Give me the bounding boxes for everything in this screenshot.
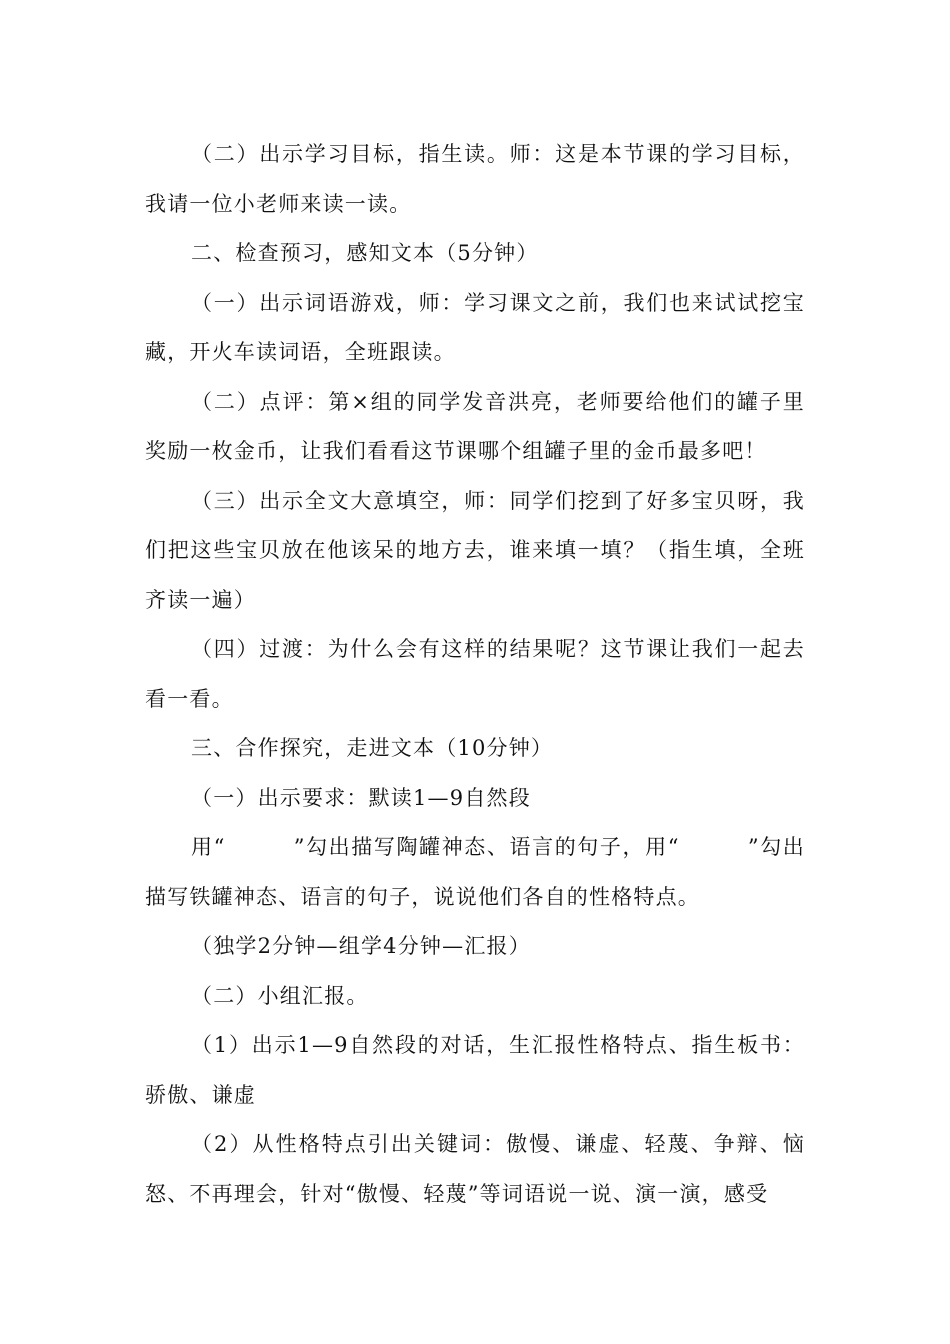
heading-section-two: 二、检查预习，感知文本（5分钟） — [191, 241, 539, 265]
document-body — [145, 130, 805, 1219]
paragraph-report-two: （2）从性格特点引出关键词：傲慢、谦虚、轻蔑、争辩、恼怒、不再理会，针对“傲慢、轻蔑”等词语说一说、演一演，感受 — [145, 1132, 805, 1206]
paragraph-fill-blank: （三）出示全文大意填空，师：同学们挖到了好多宝贝呀，我们把这些宝贝放在他该呆的地方去，谁来填一填？（指生填，全班齐读一遍） — [145, 488, 805, 612]
paragraph-word-game: （一）出示词语游戏，师：学习课文之前，我们也来试试挖宝藏，开火车读词语，全班跟读。 — [145, 290, 805, 364]
paragraph-transition: （四）过渡：为什么会有这样的结果呢？这节课让我们一起去看一看。 — [145, 637, 805, 711]
paragraph-comment: （二）点评：第×组的同学发音洪亮，老师要给他们的罐子里奖励一枚金币，让我们看看这节课哪个组罐子里的金币最多吧！ — [145, 389, 805, 463]
paragraph-instruction: 用“ ”勾出描写陶罐神态、语言的句子，用“ ”勾出描写铁罐神态、语言的句子，说说他们各自的性格特点。 — [145, 835, 805, 909]
paragraph-timing: （独学2分钟—组学4分钟—汇报） — [191, 934, 531, 958]
heading-section-three: 三、合作探究，走进文本（10分钟） — [191, 736, 554, 760]
paragraph-requirement: （一）出示要求：默读1—9自然段 — [191, 785, 531, 810]
paragraph-group-report: （二）小组汇报。 — [191, 983, 369, 1008]
paragraph-report-one: （1）出示1—9自然段的对话，生汇报性格特点、指生板书：骄傲、谦虚 — [145, 1033, 805, 1107]
paragraph-learning-goals: （二）出示学习目标，指生读。师：这是本节课的学习目标，我请一位小老师来读一读。 — [145, 142, 805, 216]
